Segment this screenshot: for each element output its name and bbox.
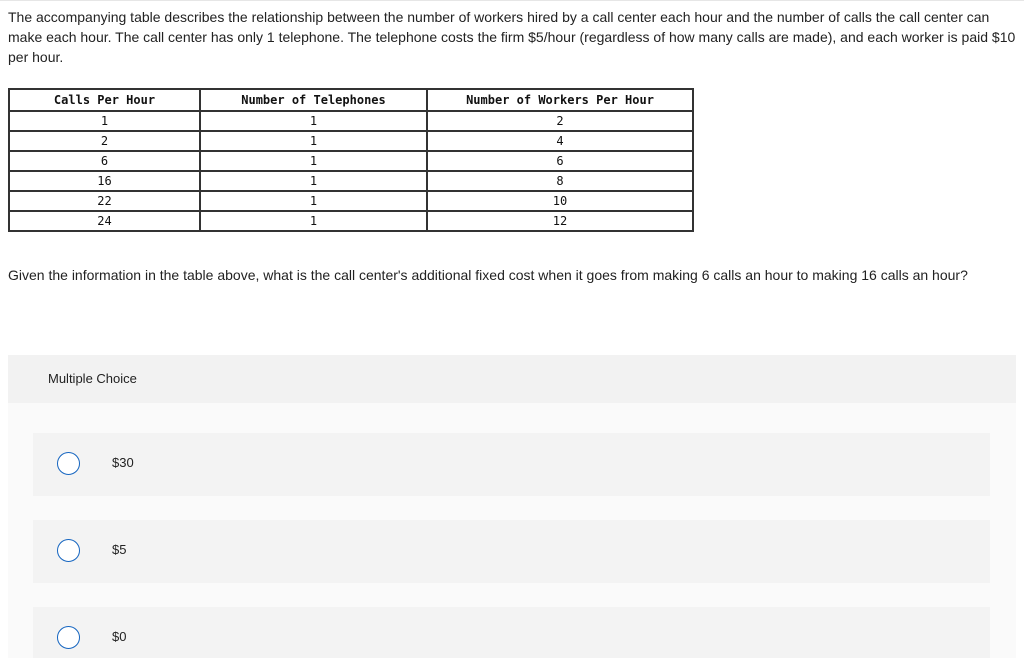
multiple-choice-label: Multiple Choice — [48, 371, 137, 386]
radio-button[interactable] — [57, 452, 80, 475]
table-cell: 2 — [427, 111, 693, 131]
table-cell: 1 — [9, 111, 200, 131]
table-row — [9, 111, 693, 131]
table-cell: 1 — [200, 151, 427, 171]
intro-paragraph: The accompanying table describes the relationship between the number of workers hired by a call center each hour and the number of calls the call center can make each hour. The call center has only 1 telephone. The telephone costs the firm $5/hour (regardless of how many calls are made), and each worker is paid $10 per hour. — [8, 9, 1016, 65]
table-cell: 12 — [427, 211, 693, 231]
table-cell: 24 — [9, 211, 200, 231]
data-table — [8, 88, 694, 232]
radio-button[interactable] — [57, 626, 80, 649]
table-cell: 16 — [9, 171, 200, 191]
answer-option-2[interactable] — [33, 520, 990, 583]
table-cell: 22 — [9, 191, 200, 211]
answer-option-1[interactable] — [33, 433, 990, 496]
answer-option-label: $30 — [112, 455, 134, 470]
table-cell: 4 — [427, 131, 693, 151]
table-cell: 1 — [200, 171, 427, 191]
table-cell: 8 — [427, 171, 693, 191]
table-row — [9, 151, 693, 171]
table-cell: 2 — [9, 131, 200, 151]
table-cell: 1 — [200, 111, 427, 131]
answer-option-3[interactable] — [33, 607, 990, 658]
table-row — [9, 191, 693, 211]
table-cell: 1 — [200, 191, 427, 211]
multiple-choice-header — [8, 355, 1016, 403]
table-row — [9, 211, 693, 231]
answer-option-label: $0 — [112, 629, 127, 644]
table-cell: 1 — [200, 211, 427, 231]
table-cell: 6 — [427, 151, 693, 171]
answer-option-label: $5 — [112, 542, 127, 557]
table-cell: 6 — [9, 151, 200, 171]
question-text: Given the information in the table above, what is the call center's additional fixed cost when it goes from making 6 calls an hour to making 16 calls an hour? — [8, 267, 968, 283]
radio-button[interactable] — [57, 539, 80, 562]
table-row — [9, 131, 693, 151]
table-header-row — [9, 89, 693, 111]
column-header-telephones: Number of Telephones — [200, 89, 427, 111]
top-divider — [0, 0, 1024, 1]
multiple-choice-panel — [8, 355, 1016, 658]
table-cell: 10 — [427, 191, 693, 211]
column-header-workers: Number of Workers Per Hour — [427, 89, 693, 111]
column-header-calls: Calls Per Hour — [9, 89, 200, 111]
table-row — [9, 171, 693, 191]
table-cell: 1 — [200, 131, 427, 151]
